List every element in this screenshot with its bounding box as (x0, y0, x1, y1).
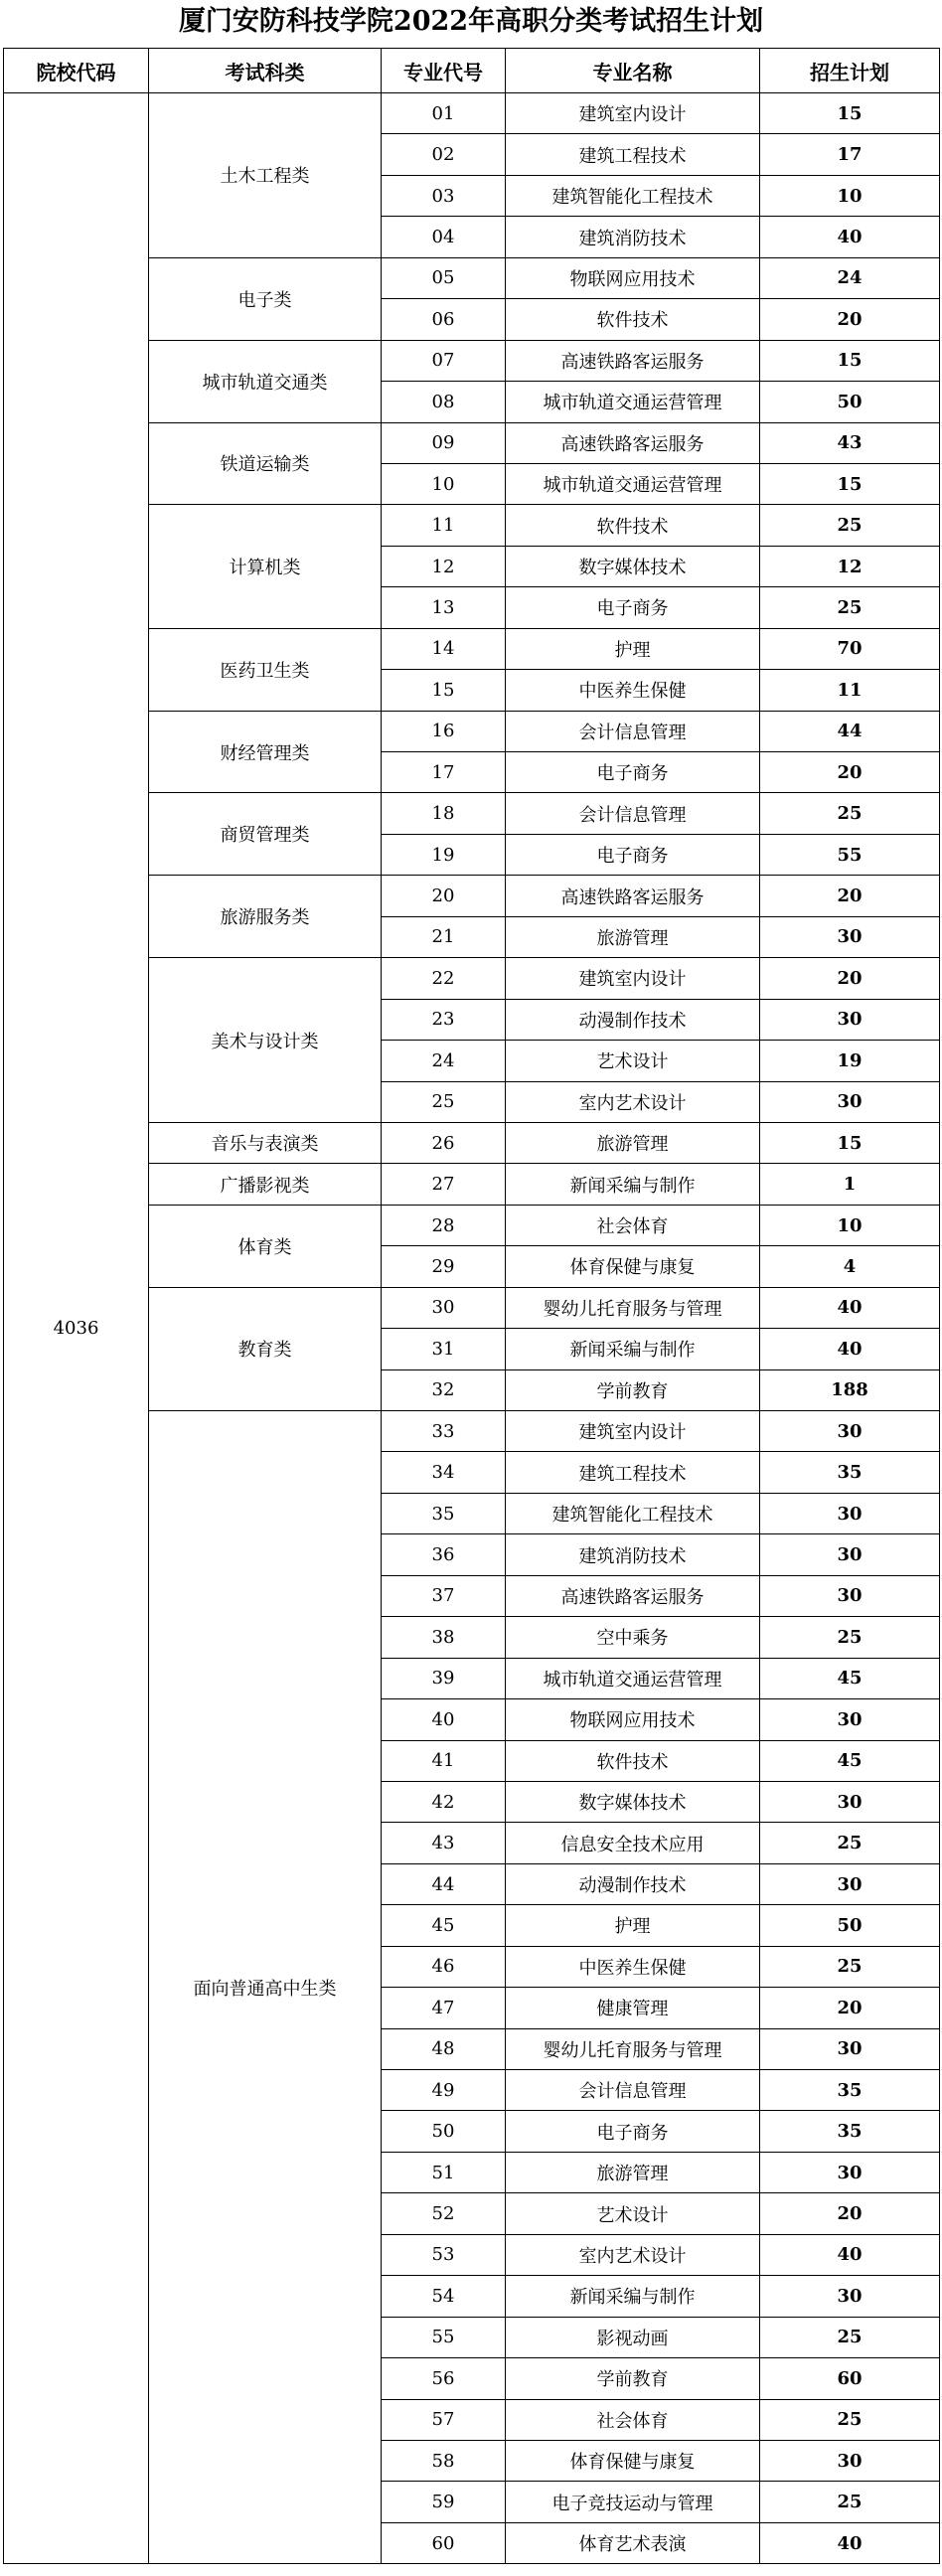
enrollment-cell: 10 (760, 1205, 940, 1245)
enrollment-cell: 30 (760, 2028, 940, 2069)
major-code-cell: 23 (382, 999, 506, 1040)
enrollment-cell: 30 (760, 1863, 940, 1904)
major-name-cell: 建筑室内设计 (506, 93, 760, 134)
major-name-cell: 旅游管理 (506, 1122, 760, 1163)
major-code-cell: 11 (382, 505, 506, 546)
enrollment-cell: 20 (760, 958, 940, 999)
enrollment-cell: 50 (760, 382, 940, 422)
major-code-cell: 21 (382, 916, 506, 957)
major-name-cell: 中医养生保健 (506, 670, 760, 711)
major-code-cell: 30 (382, 1287, 506, 1328)
exam-category-cell: 面向普通高中生类 (149, 1411, 382, 2564)
major-code-cell: 26 (382, 1122, 506, 1163)
major-code-cell: 13 (382, 587, 506, 628)
major-name-cell: 城市轨道交通运营管理 (506, 382, 760, 422)
major-code-cell: 41 (382, 1740, 506, 1781)
table-body (4, 93, 940, 2564)
enrollment-cell: 55 (760, 834, 940, 875)
major-code-cell: 12 (382, 546, 506, 586)
major-name-cell: 高速铁路客运服务 (506, 876, 760, 916)
major-code-cell: 58 (382, 2440, 506, 2481)
major-name-cell: 婴幼儿托育服务与管理 (506, 2028, 760, 2069)
major-name-cell: 艺术设计 (506, 1041, 760, 1081)
major-name-cell: 会计信息管理 (506, 711, 760, 751)
major-name-cell: 婴幼儿托育服务与管理 (506, 1287, 760, 1328)
major-name-cell: 新闻采编与制作 (506, 1164, 760, 1205)
major-code-cell: 42 (382, 1781, 506, 1822)
exam-category-cell: 体育类 (149, 1205, 382, 1287)
enrollment-cell: 35 (760, 2070, 940, 2111)
major-name-cell: 学前教育 (506, 2358, 760, 2399)
enrollment-plan-table (3, 48, 940, 2564)
enrollment-cell: 10 (760, 175, 940, 216)
major-code-cell: 10 (382, 463, 506, 504)
major-code-cell: 22 (382, 958, 506, 999)
enrollment-cell: 30 (760, 1781, 940, 1822)
enrollment-cell: 30 (760, 999, 940, 1040)
enrollment-cell: 25 (760, 2482, 940, 2522)
enrollment-cell: 25 (760, 793, 940, 834)
header-school-code: 院校代码 (4, 49, 149, 93)
major-code-cell: 28 (382, 1205, 506, 1245)
major-name-cell: 护理 (506, 1905, 760, 1946)
enrollment-cell: 44 (760, 711, 940, 751)
major-name-cell: 电子商务 (506, 834, 760, 875)
major-name-cell: 新闻采编与制作 (506, 2276, 760, 2317)
enrollment-cell: 35 (760, 2111, 940, 2152)
enrollment-cell: 40 (760, 2234, 940, 2275)
header-major-name: 专业名称 (506, 49, 760, 93)
major-code-cell: 01 (382, 93, 506, 134)
enrollment-cell: 60 (760, 2358, 940, 2399)
enrollment-cell: 20 (760, 752, 940, 793)
major-code-cell: 53 (382, 2234, 506, 2275)
table-header-row (4, 49, 940, 93)
major-name-cell: 中医养生保健 (506, 1946, 760, 1987)
exam-category-cell: 铁道运输类 (149, 422, 382, 505)
major-code-cell: 50 (382, 2111, 506, 2152)
header-exam-category: 考试科类 (149, 49, 382, 93)
document-title: 厦门安防科技学院2022年高职分类考试招生计划 (178, 6, 764, 37)
major-code-cell: 15 (382, 670, 506, 711)
major-name-cell: 旅游管理 (506, 2152, 760, 2192)
major-code-cell: 33 (382, 1411, 506, 1452)
enrollment-cell: 35 (760, 1452, 940, 1493)
exam-category-cell: 财经管理类 (149, 711, 382, 793)
enrollment-cell: 43 (760, 422, 940, 463)
enrollment-cell: 25 (760, 2399, 940, 2440)
enrollment-cell: 20 (760, 1988, 940, 2028)
major-code-cell: 40 (382, 1699, 506, 1740)
enrollment-cell: 20 (760, 876, 940, 916)
major-name-cell: 物联网应用技术 (506, 1699, 760, 1740)
major-name-cell: 影视动画 (506, 2317, 760, 2357)
header-major-code: 专业代号 (382, 49, 506, 93)
major-name-cell: 信息安全技术应用 (506, 1823, 760, 1863)
enrollment-cell: 40 (760, 1329, 940, 1369)
major-code-cell: 49 (382, 2070, 506, 2111)
enrollment-cell: 15 (760, 1122, 940, 1163)
major-name-cell: 高速铁路客运服务 (506, 422, 760, 463)
major-code-cell: 29 (382, 1246, 506, 1287)
major-code-cell: 57 (382, 2399, 506, 2440)
major-name-cell: 体育艺术表演 (506, 2522, 760, 2563)
major-name-cell: 数字媒体技术 (506, 1781, 760, 1822)
major-name-cell: 物联网应用技术 (506, 257, 760, 298)
major-name-cell: 建筑室内设计 (506, 958, 760, 999)
enrollment-cell: 25 (760, 1823, 940, 1863)
enrollment-cell: 30 (760, 916, 940, 957)
major-code-cell: 39 (382, 1658, 506, 1698)
major-code-cell: 36 (382, 1534, 506, 1575)
enrollment-cell: 188 (760, 1369, 940, 1410)
major-name-cell: 建筑智能化工程技术 (506, 175, 760, 216)
enrollment-cell: 15 (760, 93, 940, 134)
enrollment-cell: 25 (760, 1946, 940, 1987)
major-code-cell: 37 (382, 1575, 506, 1616)
major-name-cell: 软件技术 (506, 1740, 760, 1781)
enrollment-cell: 17 (760, 134, 940, 175)
exam-category-cell: 城市轨道交通类 (149, 340, 382, 422)
enrollment-cell: 70 (760, 628, 940, 669)
major-code-cell: 03 (382, 175, 506, 216)
major-code-cell: 19 (382, 834, 506, 875)
enrollment-cell: 24 (760, 257, 940, 298)
major-name-cell: 艺术设计 (506, 2193, 760, 2234)
major-name-cell: 高速铁路客运服务 (506, 340, 760, 381)
major-name-cell: 会计信息管理 (506, 793, 760, 834)
enrollment-cell: 25 (760, 587, 940, 628)
major-name-cell: 建筑消防技术 (506, 1534, 760, 1575)
enrollment-cell: 11 (760, 670, 940, 711)
enrollment-cell: 20 (760, 299, 940, 340)
major-name-cell: 旅游管理 (506, 916, 760, 957)
major-code-cell: 48 (382, 2028, 506, 2069)
major-name-cell: 新闻采编与制作 (506, 1329, 760, 1369)
major-name-cell: 建筑工程技术 (506, 134, 760, 175)
enrollment-cell: 30 (760, 1534, 940, 1575)
major-code-cell: 43 (382, 1823, 506, 1863)
major-name-cell: 软件技术 (506, 299, 760, 340)
major-name-cell: 软件技术 (506, 505, 760, 546)
exam-category-cell: 旅游服务类 (149, 876, 382, 958)
major-name-cell: 电子商务 (506, 2111, 760, 2152)
major-code-cell: 09 (382, 422, 506, 463)
major-name-cell: 护理 (506, 628, 760, 669)
major-name-cell: 体育保健与康复 (506, 1246, 760, 1287)
enrollment-cell: 19 (760, 1041, 940, 1081)
major-code-cell: 25 (382, 1081, 506, 1122)
major-code-cell: 24 (382, 1041, 506, 1081)
enrollment-cell: 15 (760, 340, 940, 381)
enrollment-cell: 15 (760, 463, 940, 504)
major-name-cell: 建筑室内设计 (506, 1411, 760, 1452)
major-code-cell: 47 (382, 1988, 506, 2028)
enrollment-cell: 45 (760, 1658, 940, 1698)
major-code-cell: 51 (382, 2152, 506, 2192)
enrollment-cell: 25 (760, 1617, 940, 1658)
school-code-cell: 4036 (4, 93, 149, 2564)
major-code-cell: 55 (382, 2317, 506, 2357)
table-row (4, 93, 940, 134)
enrollment-cell: 30 (760, 2276, 940, 2317)
enrollment-cell: 30 (760, 1699, 940, 1740)
major-code-cell: 07 (382, 340, 506, 381)
major-name-cell: 电子竞技运动与管理 (506, 2482, 760, 2522)
major-code-cell: 31 (382, 1329, 506, 1369)
major-code-cell: 52 (382, 2193, 506, 2234)
major-name-cell: 动漫制作技术 (506, 999, 760, 1040)
exam-category-cell: 音乐与表演类 (149, 1122, 382, 1163)
major-code-cell: 17 (382, 752, 506, 793)
major-code-cell: 44 (382, 1863, 506, 1904)
major-name-cell: 会计信息管理 (506, 2070, 760, 2111)
enrollment-cell: 30 (760, 1493, 940, 1533)
exam-category-cell: 教育类 (149, 1287, 382, 1410)
major-code-cell: 16 (382, 711, 506, 751)
major-code-cell: 59 (382, 2482, 506, 2522)
major-code-cell: 06 (382, 299, 506, 340)
enrollment-cell: 40 (760, 217, 940, 257)
major-code-cell: 54 (382, 2276, 506, 2317)
exam-category-cell: 电子类 (149, 257, 382, 340)
major-name-cell: 电子商务 (506, 587, 760, 628)
major-name-cell: 建筑工程技术 (506, 1452, 760, 1493)
major-name-cell: 数字媒体技术 (506, 546, 760, 586)
enrollment-cell: 20 (760, 2193, 940, 2234)
enrollment-cell: 40 (760, 2522, 940, 2563)
major-code-cell: 05 (382, 257, 506, 298)
enrollment-cell: 25 (760, 505, 940, 546)
major-code-cell: 14 (382, 628, 506, 669)
major-code-cell: 34 (382, 1452, 506, 1493)
major-name-cell: 建筑智能化工程技术 (506, 1493, 760, 1533)
enrollment-cell: 50 (760, 1905, 940, 1946)
enrollment-cell: 4 (760, 1246, 940, 1287)
major-name-cell: 高速铁路客运服务 (506, 1575, 760, 1616)
enrollment-cell: 30 (760, 2440, 940, 2481)
major-name-cell: 室内艺术设计 (506, 2234, 760, 2275)
major-code-cell: 32 (382, 1369, 506, 1410)
enrollment-cell: 12 (760, 546, 940, 586)
major-code-cell: 45 (382, 1905, 506, 1946)
major-code-cell: 38 (382, 1617, 506, 1658)
major-name-cell: 城市轨道交通运营管理 (506, 463, 760, 504)
exam-category-cell: 计算机类 (149, 505, 382, 628)
major-name-cell: 空中乘务 (506, 1617, 760, 1658)
major-code-cell: 46 (382, 1946, 506, 1987)
major-code-cell: 18 (382, 793, 506, 834)
enrollment-cell: 45 (760, 1740, 940, 1781)
exam-category-cell: 广播影视类 (149, 1164, 382, 1205)
major-name-cell: 健康管理 (506, 1988, 760, 2028)
major-code-cell: 56 (382, 2358, 506, 2399)
major-code-cell: 27 (382, 1164, 506, 1205)
exam-category-cell: 商贸管理类 (149, 793, 382, 876)
exam-category-cell: 美术与设计类 (149, 958, 382, 1123)
header-enrollment: 招生计划 (760, 49, 940, 93)
major-code-cell: 04 (382, 217, 506, 257)
major-name-cell: 学前教育 (506, 1369, 760, 1410)
major-name-cell: 城市轨道交通运营管理 (506, 1658, 760, 1698)
major-code-cell: 08 (382, 382, 506, 422)
enrollment-cell: 25 (760, 2317, 940, 2357)
exam-category-cell: 土木工程类 (149, 93, 382, 258)
major-name-cell: 社会体育 (506, 2399, 760, 2440)
major-name-cell: 动漫制作技术 (506, 1863, 760, 1904)
major-name-cell: 建筑消防技术 (506, 217, 760, 257)
major-code-cell: 02 (382, 134, 506, 175)
exam-category-cell: 医药卫生类 (149, 628, 382, 711)
major-name-cell: 社会体育 (506, 1205, 760, 1245)
major-code-cell: 35 (382, 1493, 506, 1533)
major-code-cell: 60 (382, 2522, 506, 2563)
enrollment-cell: 30 (760, 1081, 940, 1122)
major-code-cell: 20 (382, 876, 506, 916)
major-name-cell: 室内艺术设计 (506, 1081, 760, 1122)
enrollment-cell: 30 (760, 2152, 940, 2192)
major-name-cell: 体育保健与康复 (506, 2440, 760, 2481)
major-name-cell: 电子商务 (506, 752, 760, 793)
enrollment-cell: 30 (760, 1575, 940, 1616)
enrollment-cell: 30 (760, 1411, 940, 1452)
enrollment-cell: 40 (760, 1287, 940, 1328)
enrollment-cell: 1 (760, 1164, 940, 1205)
